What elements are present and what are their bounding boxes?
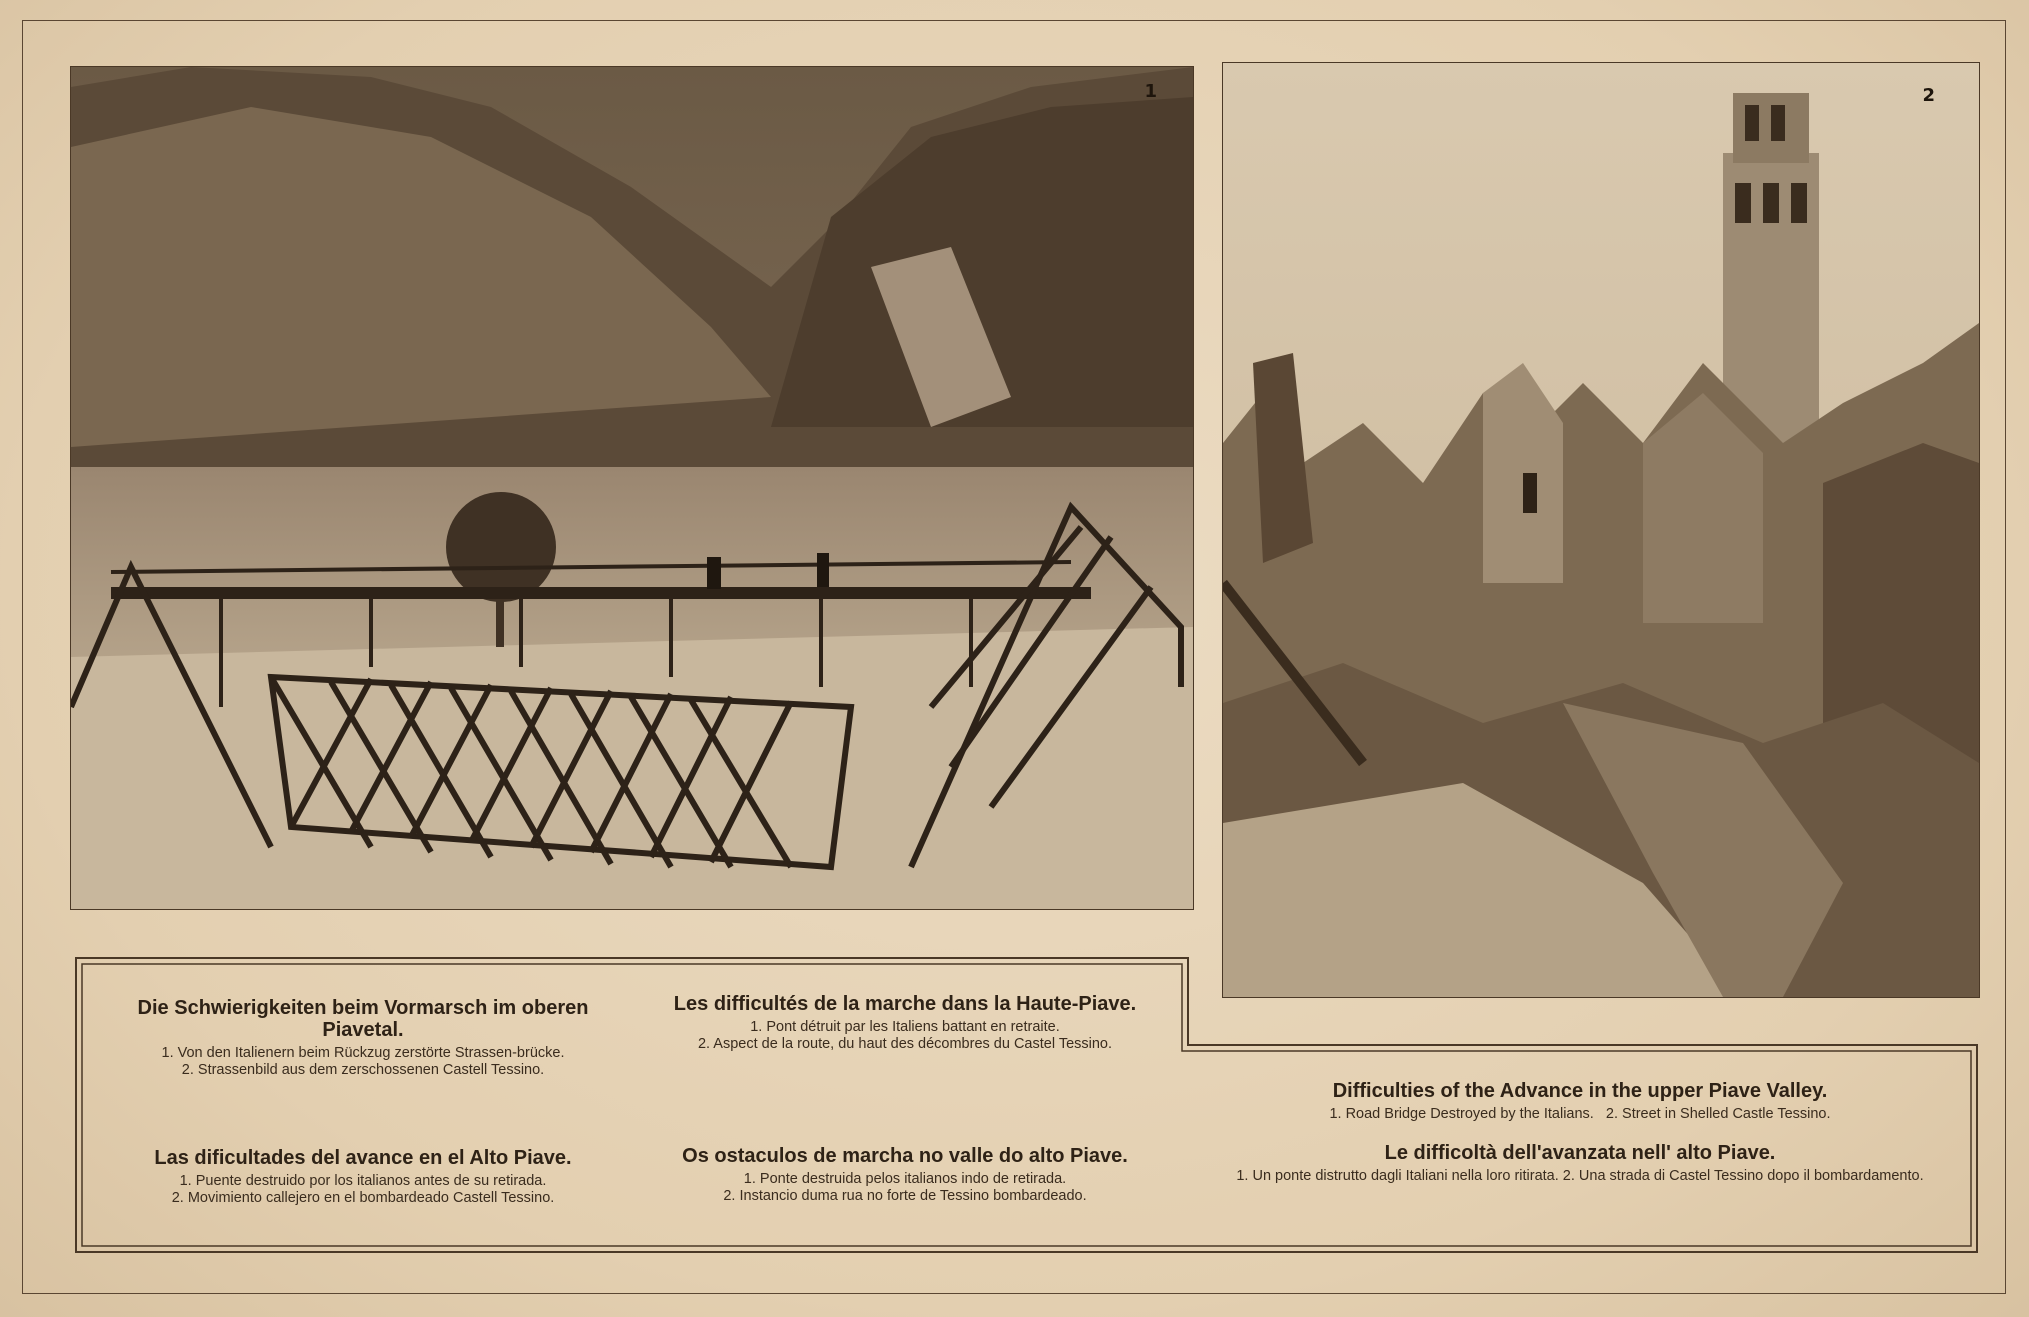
caption-portuguese-title: Os ostaculos de marcha no valle do alto Piave. [682, 1145, 1128, 1167]
caption-french-title: Les difficultés de la marche dans la Haute-Piave. [673, 993, 1137, 1015]
caption-german-item-1: 1. Von den Italienern beim Rückzug zerstörte Strassen-brücke. [161, 1045, 565, 1061]
caption-portuguese-item-1: 1. Ponte destruida pelos italianos indo de retirada. [743, 1171, 1067, 1187]
caption-english-text: 1. Road Bridge Destroyed by the Italians. 2. Street in Shelled Castle Tessino. [1329, 1106, 1831, 1122]
caption-german-title: Die Schwierigkeiten beim Vormarsch im oberen Piavetal. [137, 997, 589, 1041]
caption-italian-text: 1. Un ponte distrutto dagli Italiani nella loro ritirata. 2. Una strada di Castel Tessino dopo il bombardamento. [1236, 1168, 1924, 1184]
caption-italian-title: Le difficoltà dell'avanzata nell' alto Piave. [1384, 1142, 1776, 1164]
caption-spanish [108, 1147, 618, 1207]
caption-spanish-item-2: 2. Movimiento callejero en el bombardeado Castell Tessino. [171, 1190, 555, 1206]
village-ruins-photo-image [1223, 63, 1979, 997]
caption-spanish-item-1: 1. Puente destruido por los italianos antes de su retirada. [179, 1173, 547, 1189]
bridge-photo-image [71, 67, 1193, 909]
caption-french-item-2: 2. Aspect de la route, du haut des décombres du Castel Tessino. [697, 1036, 1113, 1052]
caption-english-title: Difficulties of the Advance in the upper Piave Valley. [1332, 1080, 1828, 1102]
caption-french-item-1: 1. Pont détruit par les Italiens battant en retraite. [750, 1019, 1060, 1035]
bridge-photo [70, 66, 1194, 910]
caption-portuguese-item-2: 2. Instancio duma rua no forte de Tessino bombardeado. [723, 1188, 1087, 1204]
caption-italian [1200, 1142, 1960, 1185]
caption-german [108, 997, 618, 1079]
caption-french [660, 993, 1150, 1053]
caption-portuguese [655, 1145, 1155, 1205]
village-ruins-photo [1222, 62, 1980, 998]
photo-number-1: 1 [1144, 81, 1157, 102]
caption-spanish-title: Las dificultades del avance en el Alto Piave. [154, 1147, 572, 1169]
caption-english [1200, 1080, 1960, 1123]
photo-number-2: 2 [1922, 85, 1935, 106]
caption-german-item-2: 2. Strassenbild aus dem zerschossenen Castell Tessino. [181, 1062, 545, 1078]
